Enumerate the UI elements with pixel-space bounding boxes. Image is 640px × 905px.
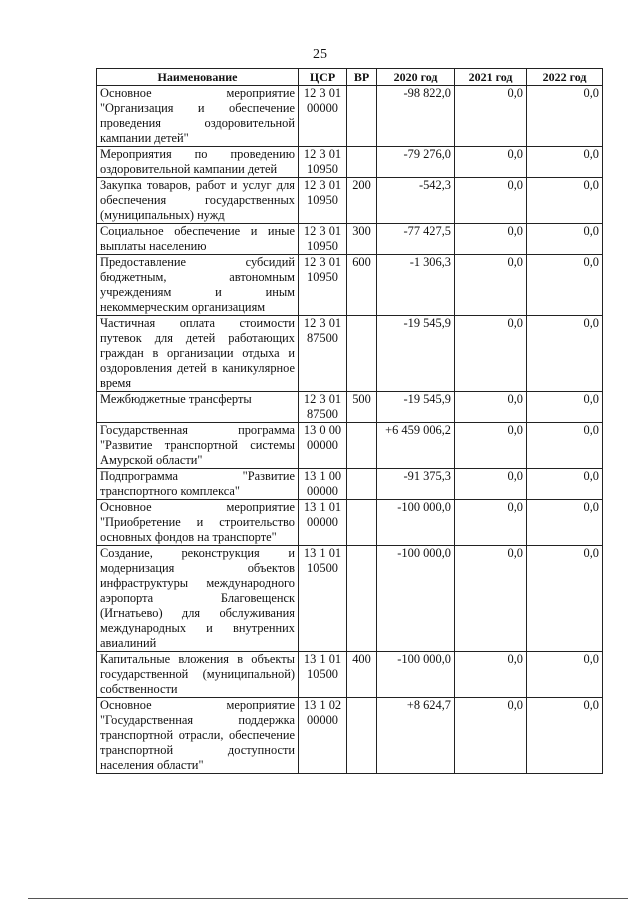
header-2021: 2021 год [455, 69, 527, 86]
row-vr [347, 316, 377, 392]
row-2022: 0,0 [527, 147, 603, 178]
table-row [97, 698, 603, 774]
row-name: Основное мероприятие "Приобретение и строительство основных фондов на транспорте" [97, 500, 299, 546]
row-name: Основное мероприятие "Организация и обеспечение проведения оздоровительной кампании детей" [97, 86, 299, 147]
row-vr: 400 [347, 652, 377, 698]
row-csr: 12 3 01 10950 [299, 178, 347, 224]
row-2022: 0,0 [527, 316, 603, 392]
row-vr: 300 [347, 224, 377, 255]
table-row [97, 224, 603, 255]
row-name: Основное мероприятие "Государственная поддержка транспортной отрасли, обеспечение транспортной доступности населения области" [97, 698, 299, 774]
row-vr [347, 423, 377, 469]
row-name: Создание, реконструкция и модернизация объектов инфраструктуры международного аэропорта Благовещенск (Игнатьево) для обслуживания международных и внутренних авиалиний [97, 546, 299, 652]
table-row [97, 392, 603, 423]
row-name: Социальное обеспечение и иные выплаты населению [97, 224, 299, 255]
row-2022: 0,0 [527, 546, 603, 652]
table-row [97, 255, 603, 316]
row-2020: +6 459 006,2 [377, 423, 455, 469]
row-2020: -77 427,5 [377, 224, 455, 255]
row-2022: 0,0 [527, 86, 603, 147]
row-vr: 600 [347, 255, 377, 316]
table-row [97, 178, 603, 224]
row-vr [347, 147, 377, 178]
row-2022: 0,0 [527, 423, 603, 469]
budget-table [96, 68, 603, 774]
table-header [97, 69, 603, 86]
row-2022: 0,0 [527, 224, 603, 255]
row-2021: 0,0 [455, 147, 527, 178]
table-row [97, 652, 603, 698]
row-csr: 13 1 01 10500 [299, 546, 347, 652]
row-csr: 13 1 01 10500 [299, 652, 347, 698]
row-vr: 500 [347, 392, 377, 423]
row-csr: 13 1 01 00000 [299, 500, 347, 546]
row-csr: 12 3 01 10950 [299, 224, 347, 255]
row-vr [347, 469, 377, 500]
row-vr: 200 [347, 178, 377, 224]
row-2020: +8 624,7 [377, 698, 455, 774]
row-2021: 0,0 [455, 500, 527, 546]
row-csr: 13 1 02 00000 [299, 698, 347, 774]
row-2022: 0,0 [527, 698, 603, 774]
row-2021: 0,0 [455, 392, 527, 423]
row-name: Предоставление субсидий бюджетным, автономным учреждениям и иным некоммерческим организациям [97, 255, 299, 316]
row-2021: 0,0 [455, 316, 527, 392]
row-csr: 12 3 01 00000 [299, 86, 347, 147]
row-name: Государственная программа "Развитие транспортной системы Амурской области" [97, 423, 299, 469]
row-2021: 0,0 [455, 469, 527, 500]
row-2020: -79 276,0 [377, 147, 455, 178]
header-2022: 2022 год [527, 69, 603, 86]
row-2021: 0,0 [455, 423, 527, 469]
row-2021: 0,0 [455, 546, 527, 652]
row-2020: -19 545,9 [377, 316, 455, 392]
row-name: Капитальные вложения в объекты государственной (муниципальной) собственности [97, 652, 299, 698]
page-bottom-rule [28, 898, 628, 899]
row-2022: 0,0 [527, 469, 603, 500]
row-vr [347, 500, 377, 546]
table-row [97, 469, 603, 500]
table-row [97, 147, 603, 178]
header-name: Наименование [97, 69, 299, 86]
row-2020: -100 000,0 [377, 500, 455, 546]
table-row [97, 423, 603, 469]
row-csr: 13 1 00 00000 [299, 469, 347, 500]
row-name: Мероприятия по проведению оздоровительной кампании детей [97, 147, 299, 178]
row-2021: 0,0 [455, 178, 527, 224]
row-csr: 13 0 00 00000 [299, 423, 347, 469]
row-2020: -100 000,0 [377, 546, 455, 652]
table-row [97, 316, 603, 392]
row-2020: -98 822,0 [377, 86, 455, 147]
row-2020: -542,3 [377, 178, 455, 224]
row-2021: 0,0 [455, 652, 527, 698]
table-row [97, 500, 603, 546]
row-name: Частичная оплата стоимости путевок для детей работающих граждан в организации отдыха и оздоровления детей в каникулярное время [97, 316, 299, 392]
row-vr [347, 698, 377, 774]
row-2021: 0,0 [455, 255, 527, 316]
row-name: Подпрограмма "Развитие транспортного комплекса" [97, 469, 299, 500]
row-2022: 0,0 [527, 392, 603, 423]
header-csr: ЦСР [299, 69, 347, 86]
row-vr [347, 546, 377, 652]
table-row [97, 546, 603, 652]
row-2022: 0,0 [527, 652, 603, 698]
row-2021: 0,0 [455, 224, 527, 255]
header-2020: 2020 год [377, 69, 455, 86]
row-csr: 12 3 01 87500 [299, 392, 347, 423]
row-2022: 0,0 [527, 178, 603, 224]
row-2020: -1 306,3 [377, 255, 455, 316]
header-vr: ВР [347, 69, 377, 86]
table-body [97, 86, 603, 774]
row-2020: -100 000,0 [377, 652, 455, 698]
row-csr: 12 3 01 10950 [299, 255, 347, 316]
row-name: Закупка товаров, работ и услуг для обеспечения государственных (муниципальных) нужд [97, 178, 299, 224]
row-csr: 12 3 01 10950 [299, 147, 347, 178]
row-2020: -19 545,9 [377, 392, 455, 423]
page-number: 25 [313, 47, 327, 62]
row-2020: -91 375,3 [377, 469, 455, 500]
row-2022: 0,0 [527, 500, 603, 546]
row-csr: 12 3 01 87500 [299, 316, 347, 392]
row-2021: 0,0 [455, 698, 527, 774]
row-vr [347, 86, 377, 147]
table-row [97, 86, 603, 147]
row-2022: 0,0 [527, 255, 603, 316]
header-row [97, 69, 603, 86]
row-name: Межбюджетные трансферты [97, 392, 299, 423]
row-2021: 0,0 [455, 86, 527, 147]
